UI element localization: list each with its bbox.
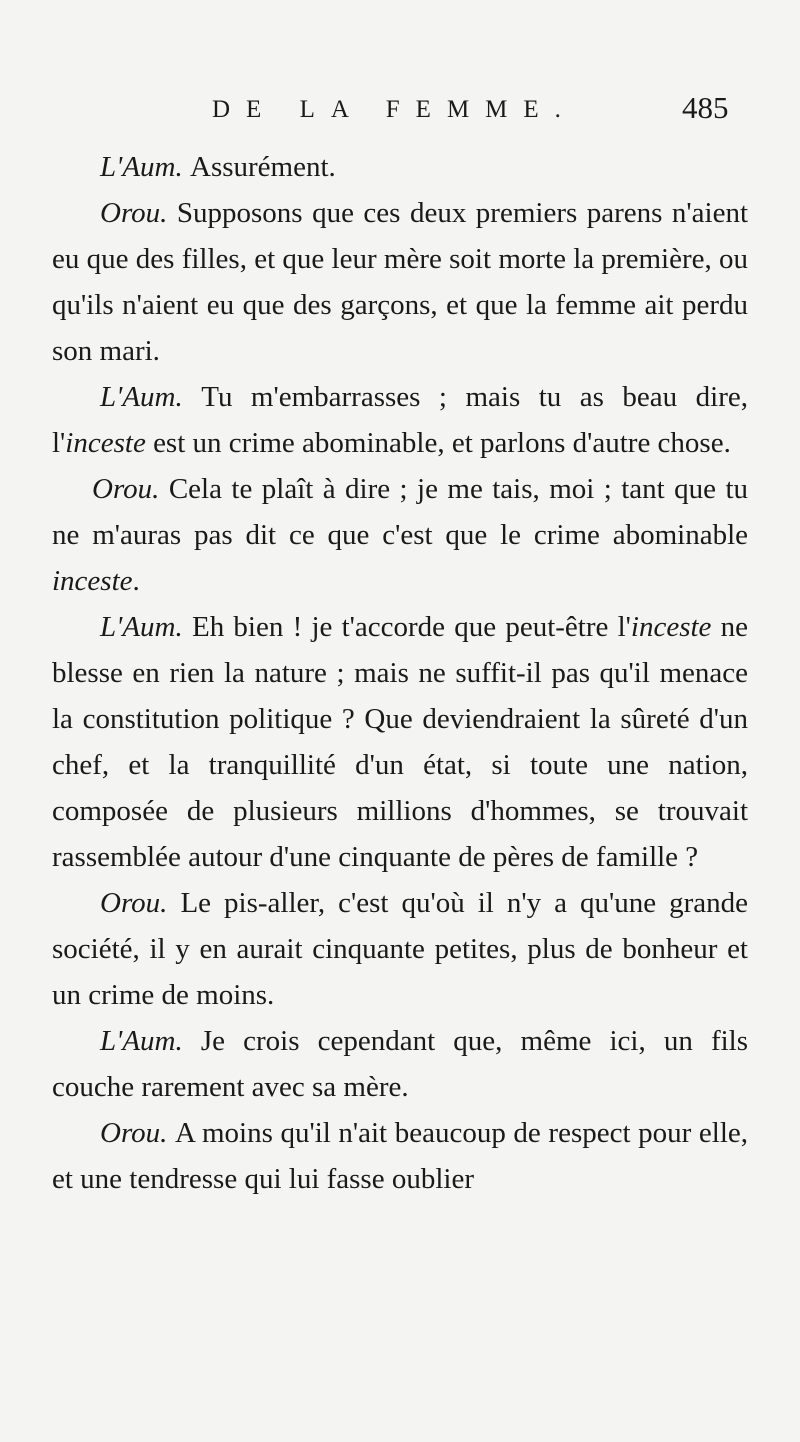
speaker-name: Orou.: [100, 887, 168, 919]
speaker-name: L'Aum.: [100, 611, 183, 643]
paragraph-text: Je crois cependant que, même ici, un fils couche rarement avec sa mère.: [52, 1025, 748, 1103]
dialogue-paragraph: [52, 190, 748, 374]
emphasis-word: inceste: [52, 565, 133, 597]
dialogue-paragraph: [52, 374, 748, 466]
dialogue-paragraph: [52, 1018, 748, 1110]
speaker-name: L'Aum.: [100, 381, 183, 413]
paragraph-text: A moins qu'il n'ait beaucoup de respect pour elle, et une tendresse qui lui fasse oublier: [52, 1117, 748, 1195]
running-head: DE LA FEMME.: [212, 96, 577, 123]
page-number: 485: [682, 90, 729, 125]
dialogue-paragraph: [52, 1110, 748, 1202]
speaker-name: Orou.: [100, 197, 168, 229]
dialogue-paragraph: [52, 880, 748, 1018]
paragraph-text: ne blesse en rien la nature ; mais ne suffit-il pas qu'il menace la constitution politique ? Que deviendraient la sûreté d'un chef, et la tranquillité d'un état, si toute une nation, composée de plusieurs millions d'hommes, se trouvait rassemblée autour d'une cinquante de pères de famille ?: [52, 611, 749, 873]
body-text: [52, 144, 748, 1202]
page-header: [0, 90, 800, 136]
dialogue-paragraph: [52, 604, 748, 880]
paragraph-text: Le pis-aller, c'est qu'où il n'y a qu'une grande société, il y en aurait cinquante petites, plus de bonheur et un crime de moins.: [52, 887, 749, 1011]
emphasis-word: inceste: [630, 611, 712, 643]
emphasis-word: inceste: [65, 427, 146, 459]
speaker-name: L'Aum.: [100, 151, 183, 183]
paragraph-text: est un crime abominable, et parlons d'autre chose.: [145, 427, 731, 459]
paragraph-text: Cela te plaît à dire ; je me tais, moi ; tant que tu ne m'auras pas dit ce que c'est que le crime abominable: [52, 473, 748, 551]
paragraph-text: Eh bien ! je t'accorde que peut-être l': [191, 611, 631, 643]
paragraph-text: Tu m'embarrasses ; mais tu as beau dire, l': [52, 381, 748, 459]
dialogue-paragraph: [52, 144, 748, 190]
dialogue-paragraph: [52, 466, 748, 604]
speaker-name: Orou.: [100, 1117, 168, 1149]
paragraph-text: .: [132, 565, 140, 597]
speaker-name: Orou.: [92, 473, 160, 505]
paragraph-text: Supposons que ces deux premiers parens n'aient eu que des filles, et que leur mère soit morte la première, ou qu'ils n'aient eu que des garçons, et que la femme ait perdu son mari.: [52, 197, 748, 367]
paragraph-text: Assurément.: [190, 151, 336, 183]
speaker-name: L'Aum.: [100, 1025, 183, 1057]
